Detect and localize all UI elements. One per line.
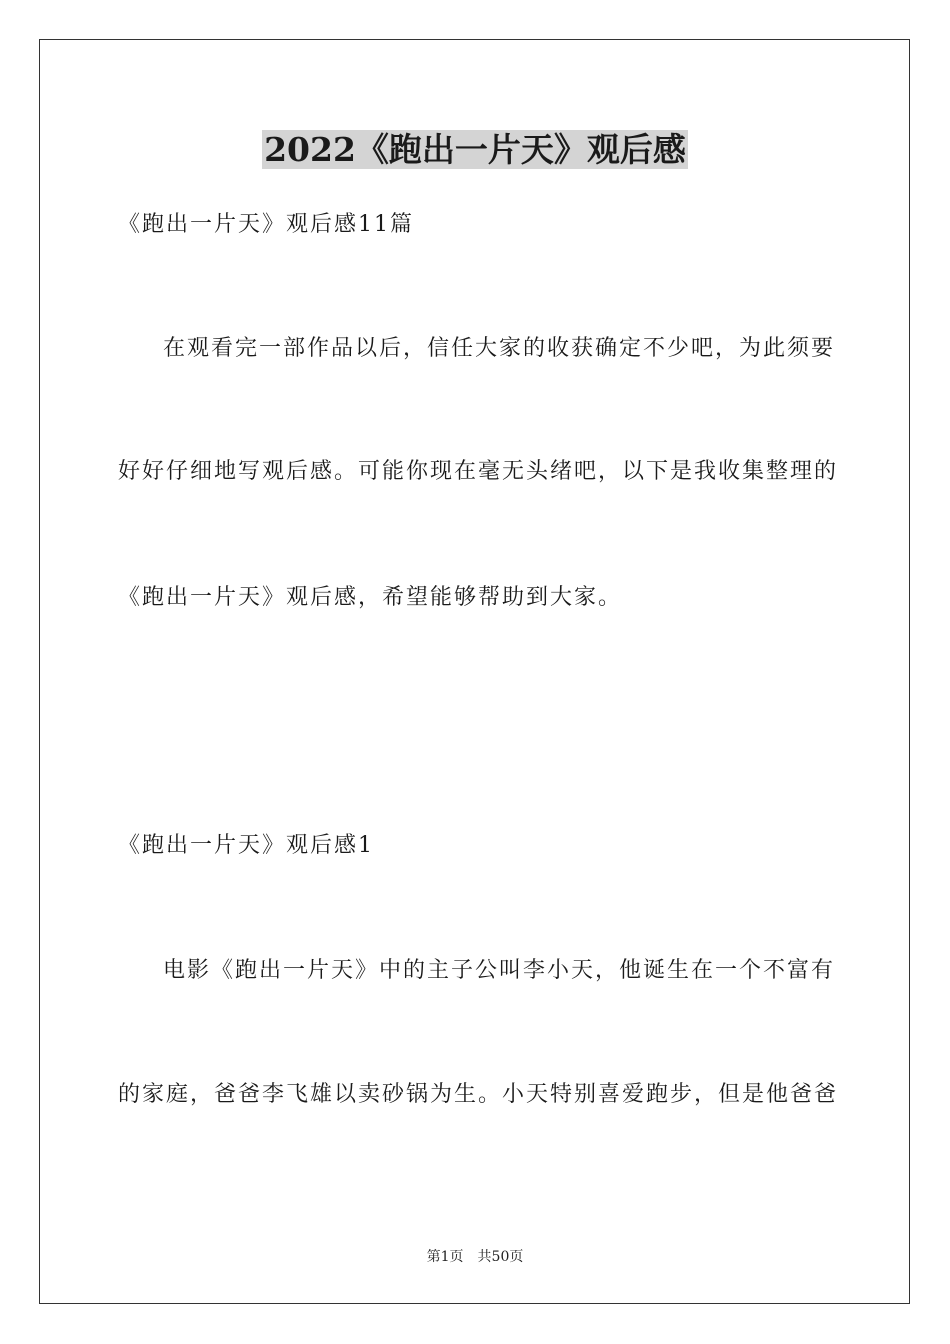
section-paragraph-line: 的家庭，爸爸李飞雄以卖砂锅为生。小天特别喜爱跑步，但是他爸爸 xyxy=(118,1082,839,1107)
page-number-total: 共50页 xyxy=(477,1249,524,1265)
intro-paragraph-line: 《跑出一片天》观后感，希望能够帮助到大家。 xyxy=(118,585,623,610)
document-subtitle: 《跑出一片天》观后感11篇 xyxy=(118,212,414,237)
intro-paragraph-line: 在观看完一部作品以后，信任大家的收获确定不少吧，为此须要 xyxy=(163,336,836,361)
section-heading: 《跑出一片天》观后感1 xyxy=(118,833,374,858)
page-number-current: 第1页 xyxy=(426,1249,464,1265)
section-paragraph-line: 电影《跑出一片天》中的主子公叫李小天，他诞生在一个不富有 xyxy=(163,958,836,983)
document-title-text: 2022《跑出一片天》观后感 xyxy=(264,130,686,169)
intro-paragraph-line: 好好仔细地写观后感。可能你现在毫无头绪吧，以下是我收集整理的 xyxy=(118,459,839,484)
page-footer xyxy=(0,1247,950,1267)
document-title xyxy=(0,128,950,172)
